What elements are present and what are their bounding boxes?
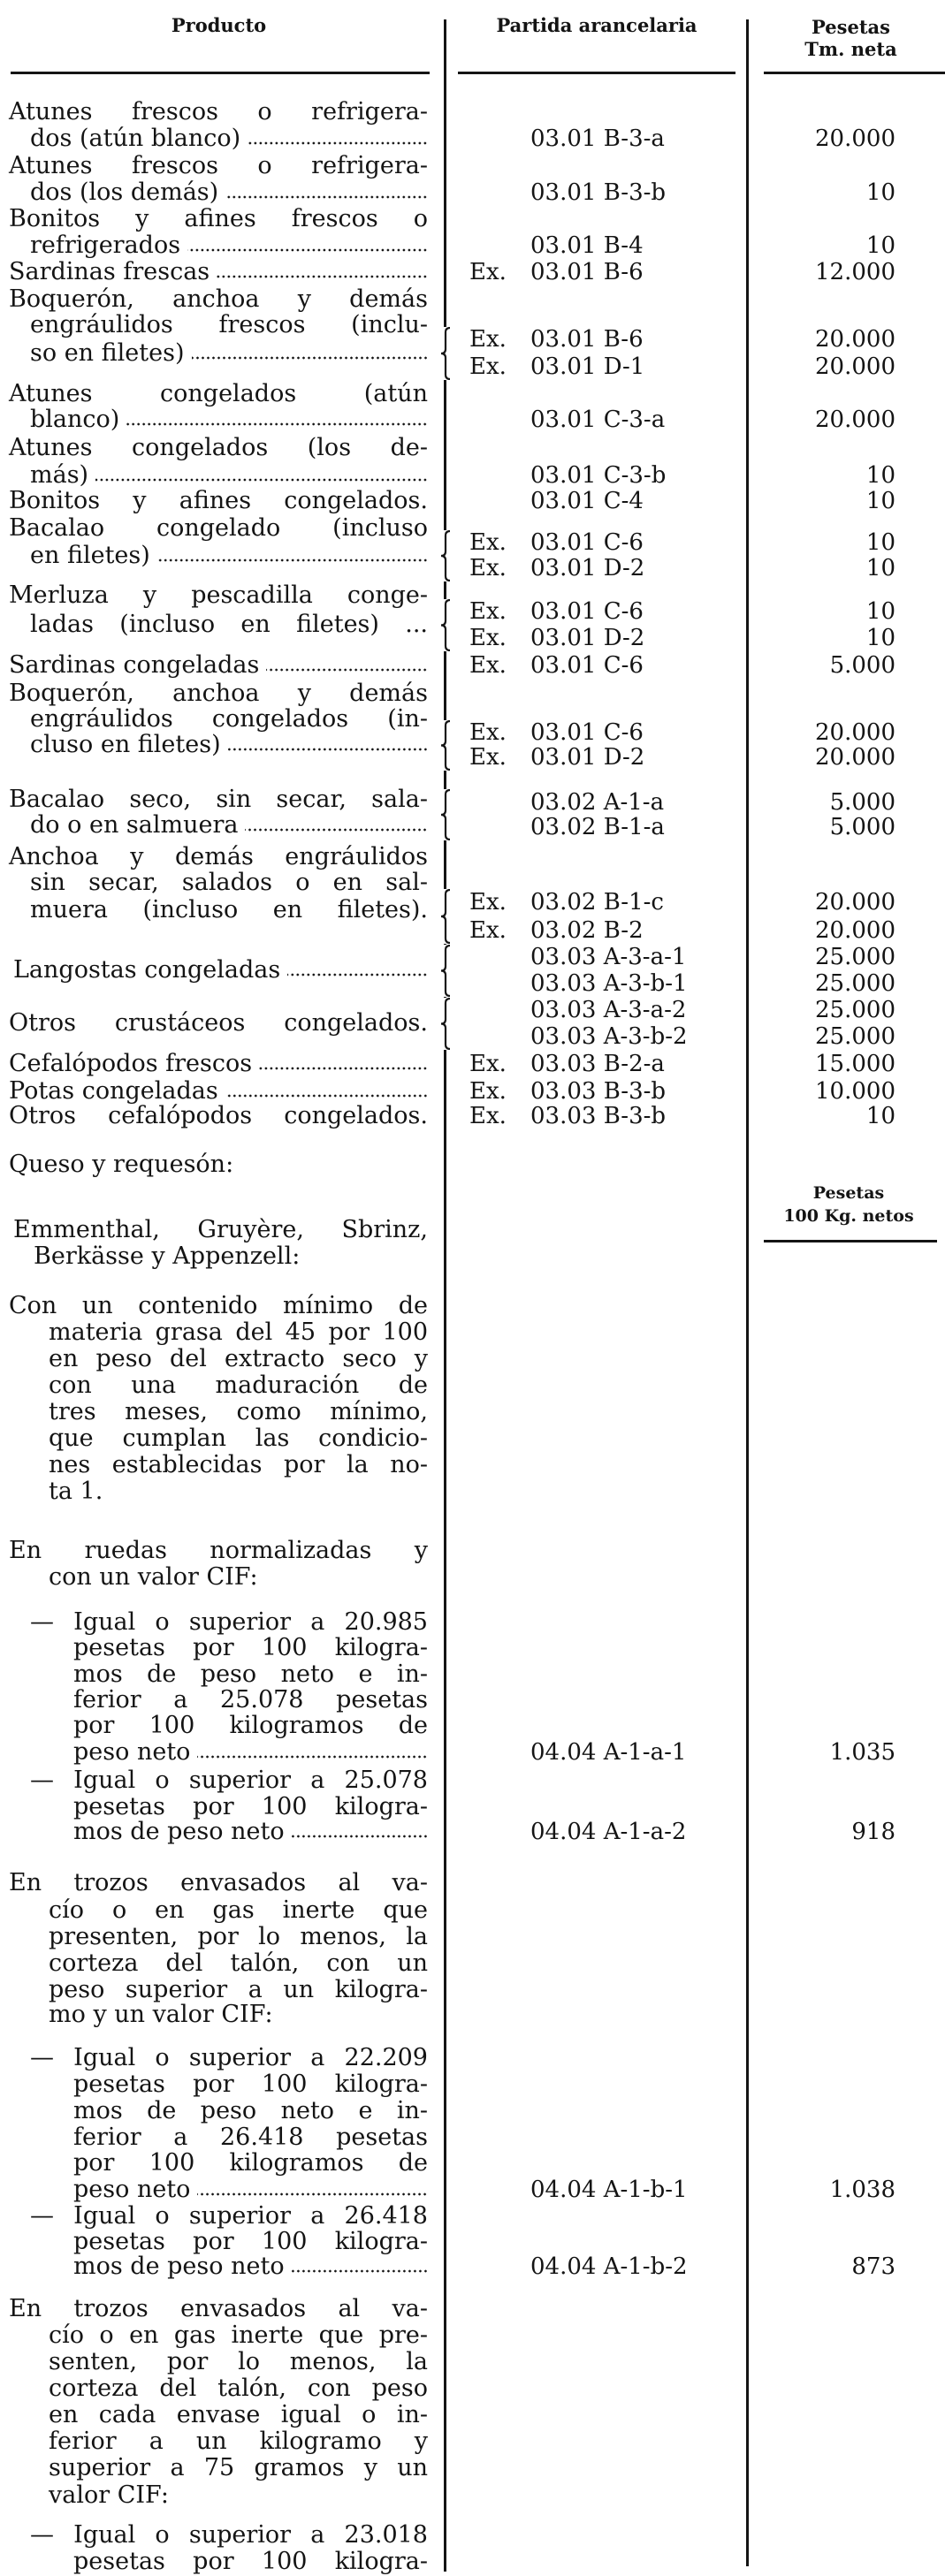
product-line-text: so en filetes) (30, 339, 185, 367)
tariff-code: 03.01 D-2 (530, 625, 645, 651)
product-line: Otros crustáceos congelados. (9, 1009, 428, 1037)
pesetas-value: 10 (865, 1103, 895, 1129)
product-line: muera (incluso en filetes). (30, 896, 428, 923)
product-line: Bacalao seco, sin secar, sala- (9, 786, 428, 813)
ex-prefix: Ex. (469, 625, 507, 651)
pesetas-value: 10 (865, 179, 895, 206)
leader-dots (225, 1094, 428, 1098)
product-line: con un valor CIF: (49, 1563, 258, 1591)
tariff-code: 03.01 C-6 (530, 652, 644, 679)
leader-dots (287, 973, 428, 976)
product-line: pesetas por 100 kilogra- (73, 1634, 428, 1661)
tariff-code: 04.04 A-1-a-2 (530, 1819, 687, 1845)
product-line: Atunes congelados (atún (9, 380, 428, 407)
tariff-code: 03.01 B-3-b (530, 179, 667, 206)
brace-icon (437, 720, 453, 771)
product-line (30, 407, 428, 433)
leader-dots (266, 668, 428, 672)
product-line: tres meses, como mínimo, (49, 1398, 428, 1425)
product-line-text: refrigerados (30, 232, 181, 259)
product-line: corteza del talón, con peso (49, 2375, 428, 2402)
product-line: Bacalao congelado (incluso (9, 514, 428, 542)
product-line (13, 957, 428, 984)
product-line: Anchoa y demás engráulidos (9, 843, 428, 870)
leader-dots (126, 422, 428, 426)
tariff-code: 04.04 A-1-a-1 (530, 1739, 687, 1766)
product-line: nes establecidas por la no- (49, 1451, 428, 1478)
pesetas-value: 10 (865, 625, 895, 651)
tariff-code: 03.01 B-6 (530, 259, 644, 285)
pesetas-value: 10.000 (815, 1078, 895, 1105)
product-line (30, 232, 428, 259)
product-line: engráulidos congelados (in- (30, 705, 428, 733)
product-line: que cumplan las condicio- (49, 1425, 428, 1452)
product-line-text: Cefalópodos frescos (9, 1050, 253, 1077)
tariff-code: 03.01 C-6 (530, 719, 644, 746)
product-line: ta 1. (49, 1478, 103, 1505)
product-line: ferior a 26.418 pesetas (73, 2124, 428, 2151)
brace-icon (437, 599, 453, 651)
product-line: ferior a 25.078 pesetas (73, 1686, 428, 1714)
leader-dots (95, 478, 428, 482)
tariff-code: 03.01 D-2 (530, 744, 645, 771)
subheader-pesetas: Pesetas (812, 1183, 885, 1203)
product-line: Queso y requesón: (9, 1151, 234, 1178)
ex-prefix: Ex. (469, 917, 507, 944)
header-pesetas: Pesetas (812, 16, 890, 38)
pesetas-value: 10 (865, 598, 895, 625)
product-line: mo y un valor CIF: (49, 2001, 273, 2028)
column-divider-2 (746, 19, 749, 2566)
ex-prefix: Ex. (469, 326, 507, 353)
product-line: por 100 kilogramos de (73, 1712, 428, 1739)
leader-dots (228, 748, 428, 751)
product-line-text: en filetes) (30, 542, 150, 569)
product-line (73, 2177, 428, 2203)
tariff-code: 04.04 A-1-b-1 (530, 2177, 688, 2203)
tariff-code: 03.01 C-3-b (530, 462, 667, 489)
pesetas-value: 20.000 (815, 353, 895, 380)
product-line (30, 340, 428, 367)
product-line: Atunes congelados (los de- (9, 434, 428, 461)
ex-prefix: Ex. (469, 259, 507, 285)
tariff-code: 03.03 A-3-a-1 (530, 944, 687, 970)
product-line-text: Sardinas congeladas (9, 651, 260, 679)
product-line-text: do o en salmuera (30, 811, 239, 839)
product-line-text: peso neto (73, 2176, 191, 2203)
product-line: Boquerón, anchoa y demás (9, 680, 428, 707)
product-line: Bonitos y afines congelados. (9, 487, 428, 514)
pesetas-value: 20.000 (815, 917, 895, 944)
ex-prefix: Ex. (469, 744, 507, 771)
tariff-code: 03.01 C-6 (530, 529, 644, 556)
tariff-code: 03.03 A-3-a-2 (530, 997, 687, 1023)
tariff-code: 03.03 B-3-b (530, 1103, 667, 1129)
ex-prefix: Ex. (469, 598, 507, 625)
ex-prefix: Ex. (469, 529, 507, 556)
product-line: — Igual o superior a 23.018 (30, 2521, 428, 2549)
brace-icon (437, 530, 453, 581)
product-line: Emmenthal, Gruyère, Sbrinz, (13, 1216, 428, 1243)
product-line: En ruedas normalizadas y (9, 1537, 428, 1564)
header-producto: Producto (171, 14, 267, 36)
tariff-code: 03.03 A-3-b-2 (530, 1023, 688, 1050)
leader-dots (157, 559, 428, 562)
ex-prefix: Ex. (469, 353, 507, 380)
tariff-code: 03.01 B-4 (530, 232, 644, 259)
product-line (30, 732, 428, 758)
pesetas-value: 20.000 (815, 889, 895, 916)
product-line: En trozos envasados al va- (9, 1869, 428, 1896)
pesetas-value: 12.000 (815, 259, 895, 285)
product-line: ladas (incluso en filetes) ... (30, 611, 428, 638)
product-line (9, 1078, 428, 1105)
product-line: En trozos envasados al va- (9, 2295, 428, 2322)
product-line (9, 259, 428, 285)
tariff-code: 03.01 C-4 (530, 488, 644, 514)
product-line-text: cluso en filetes) (30, 731, 221, 758)
product-line: — Igual o superior a 25.078 (30, 1767, 428, 1794)
leader-dots (292, 2269, 428, 2273)
product-line: — Igual o superior a 20.985 (30, 1608, 428, 1636)
product-line-text: más) (30, 461, 89, 489)
tariff-code: 04.04 A-1-b-2 (530, 2253, 688, 2280)
header-rule-producto (11, 72, 430, 74)
tariff-code: 03.01 C-3-a (530, 407, 666, 433)
product-line: por 100 kilogramos de (73, 2149, 428, 2177)
tariff-code: 03.02 A-1-a (530, 789, 665, 816)
pesetas-value: 1.038 (829, 2177, 895, 2203)
product-line: materia grasa del 45 por 100 (49, 1318, 428, 1346)
product-line (30, 812, 428, 839)
product-line-text: Potas congeladas (9, 1077, 218, 1105)
product-line: Otros cefalópodos congelados. (9, 1102, 428, 1129)
product-line: pesetas por 100 kilogra- (73, 2228, 428, 2255)
product-line (30, 179, 428, 206)
pesetas-value: 918 (851, 1819, 895, 1845)
tariff-code: 03.03 A-3-b-1 (530, 970, 688, 997)
tariff-code: 03.01 D-1 (530, 353, 645, 380)
header-rule-partida (458, 72, 735, 74)
product-line (30, 125, 428, 152)
leader-dots (248, 141, 428, 145)
product-line (9, 652, 428, 679)
ex-prefix: Ex. (469, 719, 507, 746)
tariff-code: 03.01 D-2 (530, 555, 645, 581)
product-line (73, 1739, 428, 1766)
product-line: pesetas por 100 kilogra- (73, 2071, 428, 2098)
product-line: cío o en gas inerte que pre- (49, 2321, 428, 2349)
product-line: Con un contenido mínimo de (9, 1292, 428, 1319)
pesetas-value: 15.000 (815, 1051, 895, 1077)
pesetas-value: 10 (865, 488, 895, 514)
product-line: — Igual o superior a 26.418 (30, 2202, 428, 2230)
ex-prefix: Ex. (469, 1051, 507, 1077)
product-line: Boquerón, anchoa y demás (9, 285, 428, 313)
product-line: pesetas por 100 kilogra- (73, 2548, 428, 2575)
pesetas-value: 20.000 (815, 744, 895, 771)
product-line: presenten, por lo menos, la (49, 1923, 428, 1950)
subheader-rule (764, 1240, 937, 1242)
ex-prefix: Ex. (469, 555, 507, 581)
leader-dots (245, 828, 428, 832)
leader-dots (217, 275, 428, 278)
product-line: peso superior a un kilogra- (49, 1976, 428, 2003)
header-tm-neta: Tm. neta (804, 38, 897, 60)
leader-dots (197, 1755, 428, 1759)
product-line (73, 2253, 428, 2280)
tariff-code: 03.01 B-3-a (530, 125, 665, 152)
brace-icon (437, 789, 453, 840)
pesetas-value: 25.000 (815, 970, 895, 997)
header-partida: Partida arancelaria (496, 14, 697, 36)
leader-dots (197, 2192, 428, 2196)
product-line-text: Langostas congeladas (13, 956, 281, 984)
product-line: pesetas por 100 kilogra- (73, 1793, 428, 1820)
header-rule-pesetas (764, 72, 945, 74)
pesetas-value: 5.000 (829, 789, 895, 816)
tariff-code: 03.02 B-1-c (530, 889, 664, 916)
tariff-code: 03.03 B-2-a (530, 1051, 665, 1077)
product-line: cío o en gas inerte que (49, 1896, 428, 1924)
brace-icon (437, 327, 453, 380)
product-line-text: dos (los demás) (30, 179, 219, 206)
ex-prefix: Ex. (469, 652, 507, 679)
product-line: Atunes frescos o refrigera- (9, 98, 428, 125)
pesetas-value: 1.035 (829, 1739, 895, 1766)
pesetas-value: 10 (865, 555, 895, 581)
column-divider-1 (444, 19, 446, 2572)
pesetas-value: 20.000 (815, 719, 895, 746)
product-line: mos de peso neto e in- (73, 2097, 428, 2124)
tariff-code: 03.02 B-1-a (530, 814, 665, 840)
product-line-text: mos de peso neto (73, 2253, 285, 2280)
subheader-100kg-netos: 100 Kg. netos (783, 1206, 914, 1226)
product-line: engráulidos frescos (inclu- (30, 311, 428, 338)
leader-dots (292, 1835, 428, 1838)
product-line-text: Sardinas frescas (9, 258, 210, 285)
product-line-text: dos (atún blanco) (30, 125, 241, 152)
tariff-code: 03.02 B-2 (530, 917, 644, 944)
pesetas-value: 20.000 (815, 326, 895, 353)
product-line (9, 1051, 428, 1077)
product-line: Bonitos y afines frescos o (9, 205, 428, 232)
product-line (30, 543, 428, 569)
product-line: valor CIF: (49, 2481, 169, 2509)
product-line: con una maduración de (49, 1372, 428, 1399)
product-line: Merluza y pescadilla conge- (9, 581, 428, 609)
leader-dots (259, 1067, 428, 1070)
pesetas-value: 5.000 (829, 814, 895, 840)
pesetas-value: 25.000 (815, 997, 895, 1023)
brace-icon (437, 945, 453, 997)
pesetas-value: 10 (865, 529, 895, 556)
product-line: sin secar, salados o en sal- (30, 869, 428, 896)
product-line: ferior a un kilogramo y (49, 2428, 428, 2455)
product-line: superior a 75 gramos y un (49, 2454, 428, 2481)
product-line: corteza del talón, con un (49, 1949, 428, 1977)
tariff-code: 03.01 C-6 (530, 598, 644, 625)
tariff-code: 03.03 B-3-b (530, 1078, 667, 1105)
leader-dots (187, 248, 428, 252)
ex-prefix: Ex. (469, 1078, 507, 1105)
product-line: senten, por lo menos, la (49, 2348, 428, 2375)
product-line-text: mos de peso neto (73, 1818, 285, 1845)
leader-dots (192, 356, 429, 360)
product-line: en cada envase igual o in- (49, 2401, 428, 2428)
pesetas-value: 5.000 (829, 652, 895, 679)
tariff-code: 03.01 B-6 (530, 326, 644, 353)
pesetas-value: 25.000 (815, 1023, 895, 1050)
product-line-text: peso neto (73, 1738, 191, 1766)
product-line (30, 462, 428, 489)
ex-prefix: Ex. (469, 1103, 507, 1129)
product-line: mos de peso neto e in- (73, 1660, 428, 1688)
pesetas-value: 20.000 (815, 407, 895, 433)
pesetas-value: 873 (851, 2253, 895, 2280)
brace-icon (437, 998, 453, 1050)
leader-dots (225, 195, 428, 199)
brace-icon (437, 889, 453, 944)
product-line-text: blanco) (30, 406, 120, 433)
product-line (73, 1819, 428, 1845)
pesetas-value: 25.000 (815, 944, 895, 970)
product-line: en peso del extracto seco y (49, 1345, 428, 1372)
pesetas-value: 10 (865, 232, 895, 259)
pesetas-value: 20.000 (815, 125, 895, 152)
product-line: — Igual o superior a 22.209 (30, 2044, 428, 2071)
product-line: Atunes frescos o refrigera- (9, 152, 428, 179)
product-line: Berkässe y Appenzell: (34, 1242, 301, 1270)
pesetas-value: 10 (865, 462, 895, 489)
ex-prefix: Ex. (469, 889, 507, 916)
